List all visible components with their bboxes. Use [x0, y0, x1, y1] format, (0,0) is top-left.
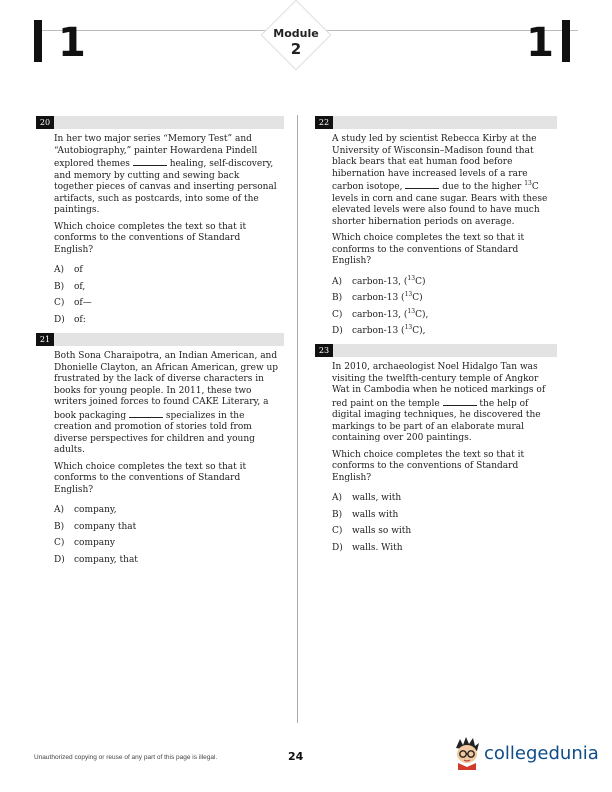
- answer-blank: [443, 397, 477, 406]
- answer-option[interactable]: [54, 314, 280, 331]
- question-23: [332, 362, 558, 558]
- option-text: of—: [74, 298, 92, 308]
- question-21-passage-part1: Both Sona Charaipotra, an Indian American, and Dhonielle Clayton, an African American, grew up frustrated by the lack of diverse characters in books for young people. In 2011, these two writers joined forces to found CAKE Literary, a book packaging: [54, 351, 279, 421]
- question-22-bar: [315, 116, 557, 129]
- question-21-passage-part2: specializes in the creation and promotion of stories told from diverse perspectives for children and young adults.: [54, 410, 255, 455]
- question-20-number: 20: [36, 116, 54, 129]
- answer-blank: [133, 157, 167, 166]
- option-letter: A): [54, 505, 65, 515]
- answer-blank: [129, 409, 163, 418]
- option-letter: C): [332, 526, 343, 536]
- question-23-bar: [315, 344, 557, 357]
- option-text-post: C),: [412, 326, 426, 336]
- option-superscript: 13: [407, 274, 416, 282]
- module-number: 2: [290, 40, 302, 58]
- option-text: walls, with: [352, 493, 402, 503]
- question-22-passage-part3: C levels in corn and cane sugar. Bears with these elevated levels were also found to have much shorter hibernation periods on average.: [332, 182, 548, 227]
- question-22-passage-part1: A study led by scientist Rebecca Kirby at the University of Wisconsin–Madison found that black bears that eat human food before hibernation have increased levels of a rare carbon isotope,: [332, 134, 537, 192]
- answer-option[interactable]: [332, 276, 558, 293]
- answer-option[interactable]: [332, 292, 558, 309]
- option-text: company, that: [74, 554, 138, 565]
- header-bar-left: [34, 20, 42, 62]
- option-letter: D): [54, 314, 65, 325]
- option-letter: A): [54, 265, 65, 275]
- answer-option[interactable]: [332, 325, 558, 342]
- answer-option[interactable]: [54, 504, 280, 521]
- answer-option[interactable]: [332, 525, 558, 542]
- answer-option[interactable]: [332, 492, 558, 509]
- option-text: [352, 276, 425, 293]
- question-20-options: [54, 264, 280, 330]
- brand-logo[interactable]: [452, 736, 599, 770]
- option-letter: D): [332, 542, 343, 553]
- question-20-passage-part1: In her two major series “Memory Test” and “Autobiography,” painter Howardena Pindell explored themes: [54, 134, 258, 169]
- option-text: walls. With: [352, 542, 403, 553]
- answer-option[interactable]: [54, 537, 280, 554]
- question-21-options: [54, 504, 280, 570]
- question-22-number: 22: [315, 116, 333, 129]
- student-mascot-icon: [452, 736, 482, 770]
- option-text: of,: [74, 281, 86, 292]
- question-21-bar: [36, 333, 284, 346]
- question-23-passage: [332, 362, 558, 445]
- question-23-passage-part2: the help of digital imaging techniques, he discovered the markings to be part of an elaborate mural containing over 200 paintings.: [332, 398, 541, 443]
- answer-option[interactable]: [54, 554, 280, 571]
- answer-option[interactable]: [54, 297, 280, 314]
- answer-option[interactable]: [332, 542, 558, 559]
- question-22-passage-part2: due to the higher: [442, 182, 522, 192]
- question-20-stem: Which choice completes the text so that it conforms to the conventions of Standard English?: [54, 221, 247, 255]
- option-letter: D): [54, 554, 65, 565]
- option-letter: B): [332, 293, 343, 303]
- option-letter: B): [332, 509, 343, 520]
- option-letter: C): [54, 298, 65, 308]
- module-label: [262, 28, 330, 58]
- question-22-stem: Which choice completes the text so that it conforms to the conventions of Standard English?: [332, 233, 525, 266]
- option-letter: B): [54, 521, 65, 532]
- header-bar-right: [562, 20, 570, 62]
- question-20-bar: [36, 116, 284, 129]
- option-text-post: C),: [415, 309, 429, 320]
- option-letter: A): [332, 493, 343, 503]
- option-text: walls with: [352, 509, 399, 520]
- brand-name: collegedunia: [484, 742, 599, 764]
- question-21-number: 21: [36, 333, 54, 346]
- question-22-passage: [332, 134, 558, 228]
- option-text: company: [74, 538, 116, 548]
- option-text: company that: [74, 521, 137, 532]
- option-letter: D): [332, 326, 343, 336]
- module-title: Module: [273, 27, 319, 40]
- question-23-passage-part1: In 2010, archaeologist Noel Hidalgo Tan was visiting the twelfth-century temple of Angkor Wat in Cambodia when he noticed markings of red paint on the temple: [332, 362, 546, 409]
- question-23-number: 23: [315, 344, 333, 357]
- answer-option[interactable]: [54, 264, 280, 281]
- question-23-options: [332, 492, 558, 558]
- option-letter: B): [54, 281, 65, 292]
- question-20: [54, 134, 280, 330]
- answer-option[interactable]: [54, 521, 280, 538]
- answer-option[interactable]: [332, 509, 558, 526]
- option-superscript: 13: [407, 307, 416, 315]
- copyright-notice: Unauthorized copying or reuse of any part of this page is illegal.: [34, 754, 218, 761]
- header-section-number-left: 1: [58, 20, 86, 66]
- option-text: [352, 325, 425, 342]
- option-letter: A): [332, 276, 343, 287]
- option-text: walls so with: [352, 526, 412, 536]
- option-letter: C): [54, 538, 65, 548]
- option-text-post: C): [415, 276, 426, 287]
- page-number: 24: [288, 750, 304, 763]
- option-letter: C): [332, 309, 343, 320]
- option-text: [352, 292, 423, 309]
- option-text-post: C): [412, 293, 423, 303]
- answer-option[interactable]: [332, 309, 558, 326]
- option-text-pre: carbon-13, (: [352, 309, 408, 320]
- question-20-passage-part2: healing, self-discovery, and memory by cutting and sewing back together pieces of canvas and inserting personal artifacts, such as postcards, into some of the paintings.: [54, 159, 277, 215]
- option-text: [352, 309, 428, 326]
- option-superscript: 13: [404, 291, 413, 298]
- question-22: [332, 134, 558, 342]
- question-21-passage: [54, 351, 280, 457]
- question-23-stem: Which choice completes the text so that it conforms to the conventions of Standard English?: [332, 449, 525, 483]
- option-text: company,: [74, 505, 117, 515]
- option-superscript: 13: [404, 324, 413, 331]
- option-text: of: [74, 265, 83, 275]
- question-20-passage: [54, 134, 280, 217]
- column-divider: [297, 115, 298, 723]
- option-text: of:: [74, 314, 86, 325]
- option-text-pre: carbon-13 (: [352, 326, 405, 336]
- option-text-pre: carbon-13, (: [352, 276, 408, 287]
- question-22-options: [332, 276, 558, 342]
- answer-option[interactable]: [54, 281, 280, 298]
- question-21: [54, 351, 280, 570]
- isotope-superscript: 13: [524, 180, 532, 187]
- header-section-number-right: 1: [526, 20, 554, 66]
- option-text-pre: carbon-13 (: [352, 293, 405, 303]
- answer-blank: [405, 180, 439, 189]
- question-21-stem: Which choice completes the text so that it conforms to the conventions of Standard English?: [54, 461, 247, 495]
